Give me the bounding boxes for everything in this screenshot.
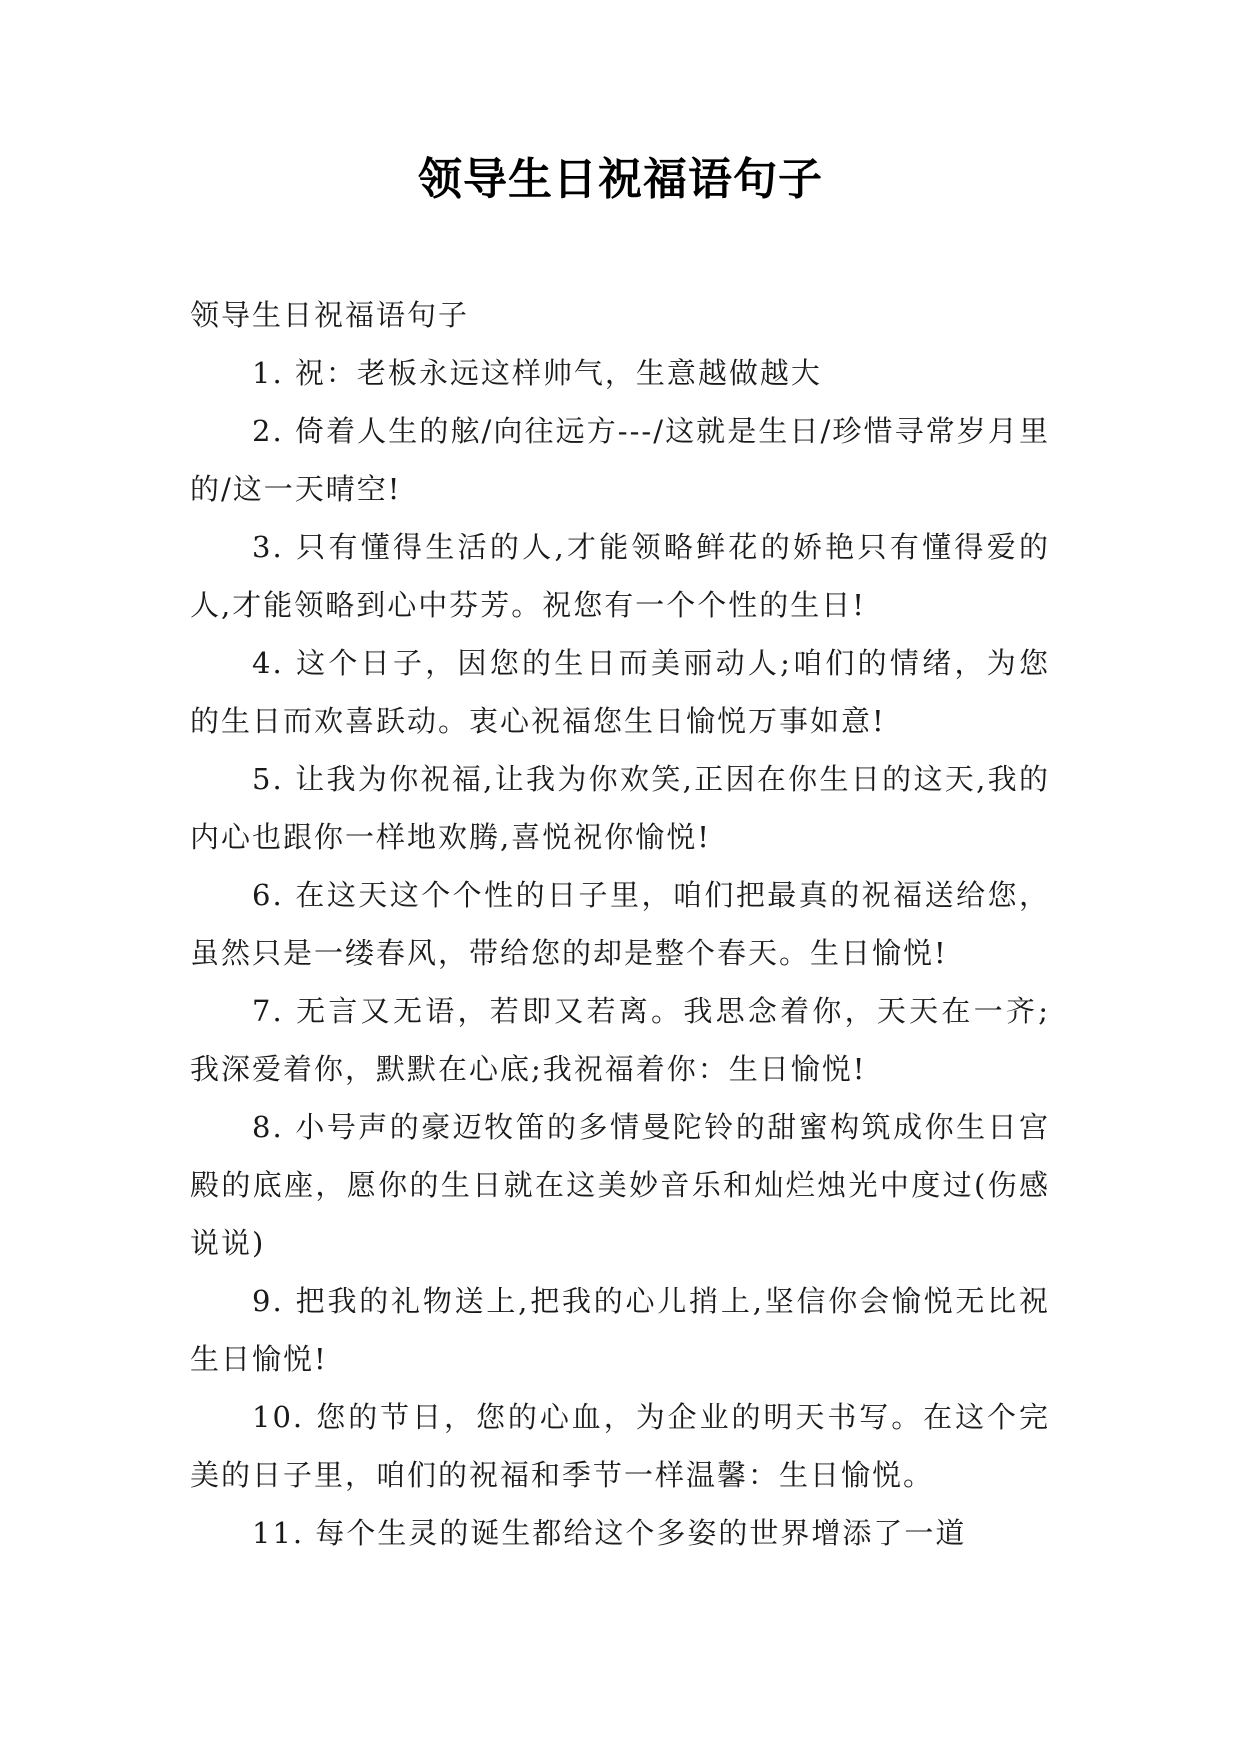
document-title: 领导生日祝福语句子 <box>418 154 823 205</box>
list-item-8: 8. 小号声的豪迈牧笛的多情曼陀铃的甜蜜构筑成你生日宫殿的底座，愿你的生日就在这美妙音乐和灿烂烛光中度过(伤感说说) <box>190 1110 1050 1260</box>
list-item-9: 9. 把我的礼物送上,把我的心儿捎上,坚信你会愉悦无比祝生日愉悦! <box>190 1284 1050 1376</box>
list-item-10: 10. 您的节日，您的心血，为企业的明天书写。在这个完美的日子里，咱们的祝福和季节一样温馨：生日愉悦。 <box>190 1400 1050 1492</box>
list-item-6: 6. 在这天这个个性的日子里，咱们把最真的祝福送给您，虽然只是一缕春风，带给您的却是整个春天。生日愉悦! <box>190 878 1050 970</box>
document-body <box>190 286 1050 1562</box>
list-item-3: 3. 只有懂得生活的人,才能领略鲜花的娇艳只有懂得爱的人,才能领略到心中芬芳。祝您有一个个性的生日! <box>190 530 1050 622</box>
list-item-5: 5. 让我为你祝福,让我为你欢笑,正因在你生日的这天,我的内心也跟你一样地欢腾,喜悦祝你愉悦! <box>190 762 1050 854</box>
list-item-2: 2. 倚着人生的舷/向往远方---/这就是生日/珍惜寻常岁月里的/这一天晴空! <box>190 414 1050 506</box>
intro-line: 领导生日祝福语句子 <box>190 298 470 332</box>
list-item-11: 11. 每个生灵的诞生都给这个多姿的世界增添了一道 <box>252 1516 967 1550</box>
list-item-7: 7. 无言又无语，若即又若离。我思念着你，天天在一齐;我深爱着你，默默在心底;我祝福着你：生日愉悦! <box>190 994 1050 1086</box>
list-item-1: 1. 祝：老板永远这样帅气，生意越做越大 <box>252 356 822 390</box>
list-item-4: 4. 这个日子，因您的生日而美丽动人;咱们的情绪，为您的生日而欢喜跃动。衷心祝福您生日愉悦万事如意! <box>190 646 1050 738</box>
